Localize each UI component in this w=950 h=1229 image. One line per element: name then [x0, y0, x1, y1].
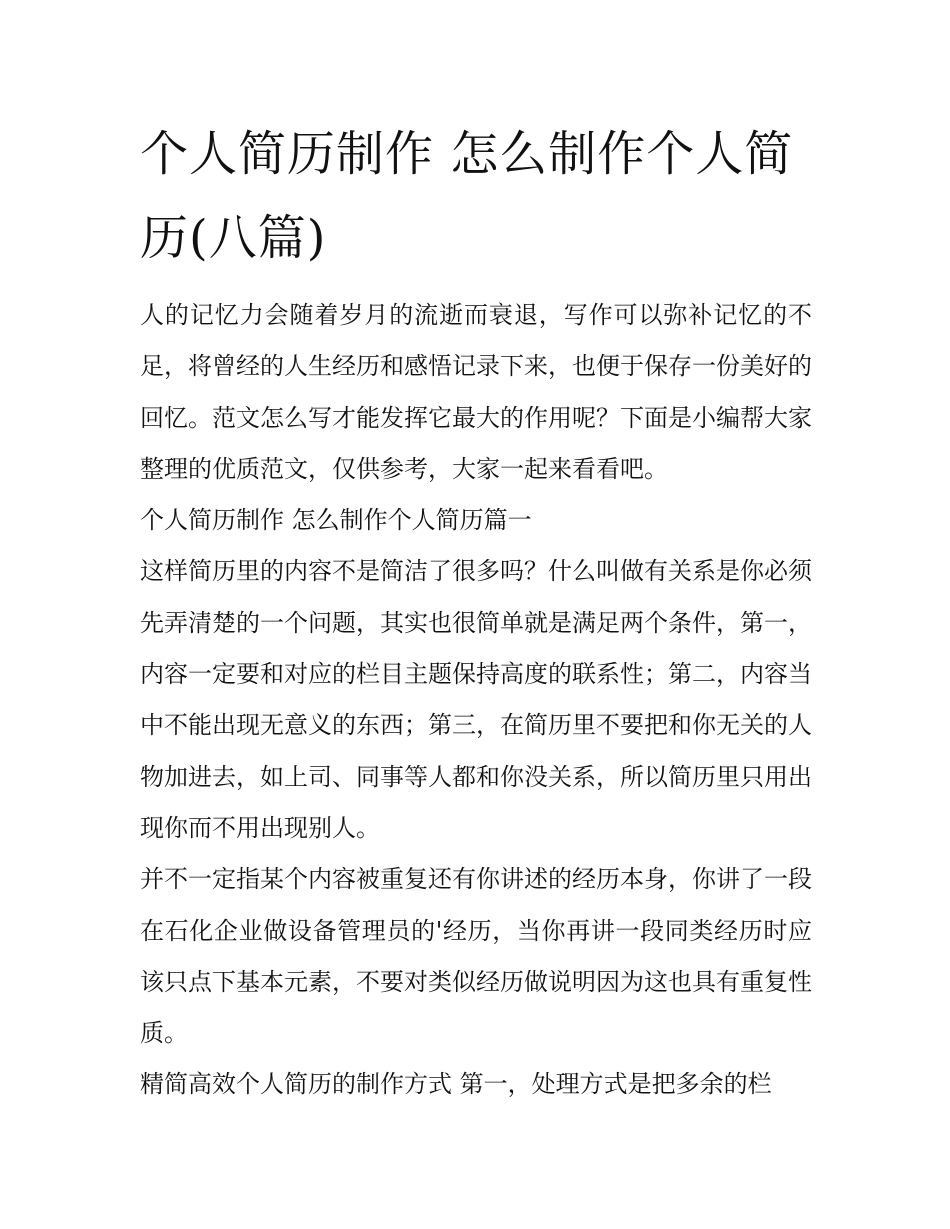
section-heading: 个人简历制作 怎么制作个人简历篇一	[140, 506, 532, 535]
document-title: 个人简历制作 怎么制作个人简历(八篇)	[140, 126, 794, 266]
body-paragraph: 这样简历里的内容不是简洁了很多吗？什么叫做有关系是你必须先弄清楚的一个问题，其实也很简单就是满足两个条件，第一，内容一定要和对应的栏目主题保持高度的联系性；第二，内容当中不能出现无意义的东西；第三，在简历里不要把和你无关的人物加进去，如上司、同事等人都和你没关系，所以简历里只用出现你而不用出现别人。	[140, 557, 812, 842]
document-body	[140, 290, 830, 1111]
intro-paragraph: 人的记忆力会随着岁月的流逝而衰退，写作可以弥补记忆的不足，将曾经的人生经历和感悟记录下来，也便于保存一份美好的回忆。范文怎么写才能发挥它最大的作用呢？下面是小编帮大家整理的优质范文，仅供参考，大家一起来看看吧。	[140, 301, 812, 483]
document-page	[140, 112, 830, 1111]
body-paragraph: 并不一定指某个内容被重复还有你讲述的经历本身，你讲了一段在石化企业做设备管理员的'经历，当你再讲一段同类经历时应该只点下基本元素，不要对类似经历做说明因为这也具有重复性质。	[140, 865, 812, 1048]
body-paragraph: 精简高效个人简历的制作方式 第一，处理方式是把多余的栏	[140, 1070, 772, 1099]
